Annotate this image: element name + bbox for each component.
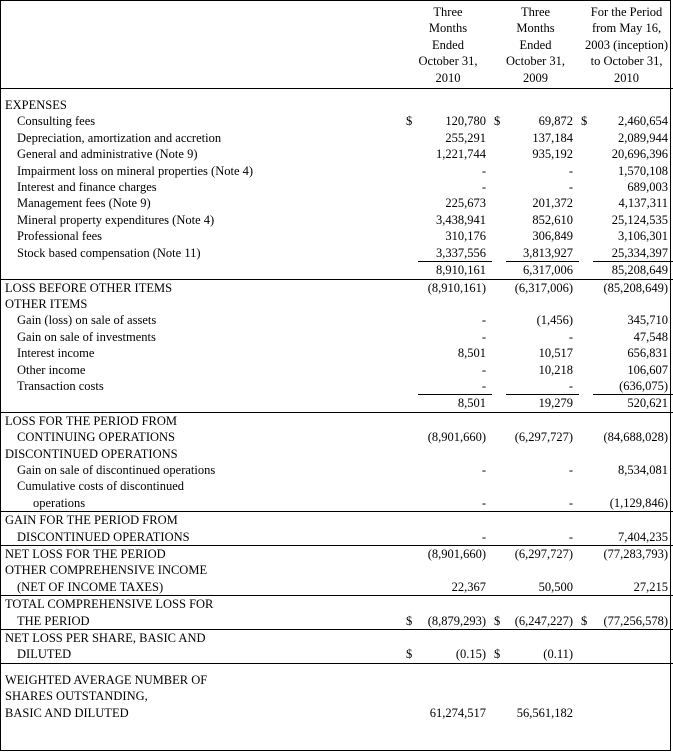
- table-row: Other income - 10,218 106,607: [17, 362, 669, 377]
- table-row: Impairment loss on mineral properties (Note 4) - - 1,570,108: [17, 163, 669, 178]
- per-share-row: DILUTED $ (0.15) $ (0.11): [17, 647, 574, 662]
- other-comprehensive-row: (NET OF INCOME TAXES) 22,367 50,500 27,215: [17, 579, 669, 594]
- header-col-3: For the Period from May 16, 2003 (inception) to October 31, 2010: [585, 5, 669, 85]
- table-row: Mineral property expenditures (Note 4) 3,438,941 852,610 25,124,535: [17, 212, 669, 227]
- table-row: Depreciation, amortization and accretion 255,291 137,184 2,089,944: [17, 130, 669, 145]
- net-loss-row: NET LOSS FOR THE PERIOD (8,901,660) (6,297,727) (77,283,793): [1, 546, 673, 563]
- header-col-2: Three Months Ended October 31, 2009: [506, 5, 566, 85]
- continuing-operations-title-row: LOSS FOR THE PERIOD FROM: [1, 412, 673, 429]
- financial-statement-table: [1, 4, 673, 721]
- section-title-expenses: EXPENSES: [5, 98, 67, 113]
- weighted-average-line2-row: SHARES OUTSTANDING,: [5, 689, 148, 704]
- total-comprehensive-title-row: TOTAL COMPREHENSIVE LOSS FOR: [1, 596, 673, 613]
- table-row: Interest and finance charges - - 689,003: [17, 180, 669, 195]
- header-col-1: Three Months Ended October 31, 2010: [418, 5, 478, 85]
- table-row: operations - - (1,129,846): [33, 495, 669, 510]
- table-row: Management fees (Note 9) 225,673 201,372 4,137,311: [17, 196, 669, 211]
- table-row: Interest income 8,501 10,517 656,831: [17, 346, 669, 361]
- gain-discontinued-row: DISCONTINUED OPERATIONS - - 7,404,235: [17, 529, 669, 544]
- table-row: Transaction costs - - (636,075): [17, 378, 669, 394]
- table-row: Gain on sale of investments - - 47,548: [17, 329, 669, 344]
- other-comprehensive-title-row: OTHER COMPREHENSIVE INCOME: [5, 563, 208, 578]
- table-row: Gain on sale of discontinued operations - - 8,534,081: [17, 462, 669, 477]
- continuing-operations-row: CONTINUING OPERATIONS (8,901,660) (6,297,727) (84,688,028): [17, 430, 669, 445]
- table-row: Cumulative costs of discontinued: [17, 479, 184, 494]
- section-title-discontinued-operations: DISCONTINUED OPERATIONS: [5, 446, 178, 461]
- pre-weighted-spacer: [1, 663, 673, 672]
- column-header-row: [1, 4, 673, 89]
- table-row: Consulting fees $ 120,780 $ 69,872 $ 2,460,654: [17, 114, 669, 129]
- gain-discontinued-title-row: GAIN FOR THE PERIOD FROM: [1, 512, 673, 529]
- table-row: Stock based compensation (Note 11) 3,337,556 3,813,927 25,334,397: [17, 245, 669, 261]
- weighted-average-line1-row: WEIGHTED AVERAGE NUMBER OF: [5, 672, 208, 687]
- table-row: General and administrative (Note 9) 1,221,744 935,192 20,696,396: [17, 147, 669, 162]
- other-items-total-row: 8,501 19,279 520,621: [1, 395, 673, 412]
- loss-before-other-items-row: LOSS BEFORE OTHER ITEMS (8,910,161) (6,317,006) (85,208,649): [1, 279, 673, 296]
- table-row: Professional fees 310,176 306,849 3,106,301: [17, 229, 669, 244]
- total-comprehensive-row: THE PERIOD $ (8,879,293) $ (6,247,227) $ (77,256,578): [17, 613, 669, 628]
- section-title-other-items: OTHER ITEMS: [5, 296, 88, 311]
- header-blank: [1, 4, 404, 89]
- expenses-total-row: 8,910,161 6,317,006 85,208,649: [1, 262, 673, 279]
- header-rule: [1, 89, 673, 98]
- table-row: Gain (loss) on sale of assets - (1,456) 345,710: [17, 313, 669, 328]
- weighted-average-row: BASIC AND DILUTED 61,274,517 56,561,182: [5, 705, 574, 720]
- per-share-title-row: NET LOSS PER SHARE, BASIC AND: [1, 630, 673, 647]
